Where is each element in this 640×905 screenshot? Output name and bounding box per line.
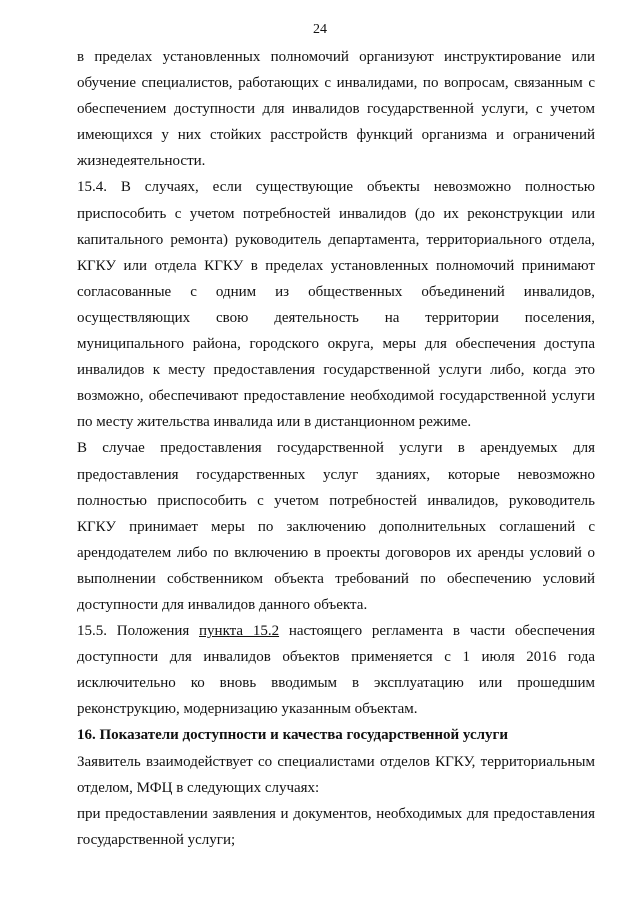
text-line: КГКУ принимает меры по заключению дополнительных соглашений с — [77, 518, 595, 535]
text-line: арендодателем либо по включению в проекты договоров их аренды условий о — [77, 544, 595, 561]
text-line: государственной услуги; — [77, 831, 236, 848]
heading-text: 16. Показатели доступности и качества государственной услуги — [77, 727, 508, 744]
page-number: 24 — [313, 22, 327, 37]
text-line: капитального ремонта) руководитель департамента, территориального отдела, — [77, 231, 595, 248]
text-line: исключительно ко вновь вводимым в эксплуатацию или прошедшим — [77, 675, 595, 692]
text-line: согласованные с одним из общественных объединений инвалидов, — [77, 283, 595, 300]
paragraph-interaction — [77, 749, 595, 801]
text-line: жизнедеятельности. — [77, 153, 206, 170]
text-line: реконструкцию, модернизацию указанным объектам. — [77, 701, 418, 718]
text-line: при предоставлении заявления и документов, необходимых для предоставления — [77, 805, 595, 822]
text-line: осуществляющих свою деятельность на территории поселения, — [77, 309, 595, 326]
text-line: имеющихся у них стойких расстройств функций организма и ограничений — [77, 127, 595, 144]
text-line: отделом, МФЦ в следующих случаях: — [77, 779, 320, 796]
text-line: В случае предоставления государственной услуги в арендуемых для — [77, 440, 595, 457]
text-line: приспособить с учетом потребностей инвалидов (до их реконструкции или — [77, 205, 595, 222]
paragraph-rented-buildings — [77, 435, 595, 618]
text-line: инвалидов к месту предоставления государственной услуги либо, когда это — [77, 362, 595, 379]
paragraph-15-5 — [77, 618, 595, 722]
text-line: КГКУ или отдела КГКУ в пределах установленных полномочий принимают — [77, 257, 595, 274]
paragraph-instruction — [77, 44, 595, 174]
text-line: обеспечением доступности для инвалидов государственной услуги, с учетом — [77, 101, 595, 118]
text-line: предоставления государственных услуг зданиях, которые невозможно — [77, 466, 595, 483]
text-line: полностью приспособить с учетом потребностей инвалидов, руководитель — [77, 492, 595, 509]
text-line: в пределах установленных полномочий организуют инструктирование или — [77, 49, 595, 65]
text-line: по месту жительства инвалида или в дистанционном режиме. — [77, 414, 472, 431]
section-heading — [77, 722, 595, 748]
text-line: 15.4. В случаях, если существующие объекты невозможно полностью — [77, 179, 595, 196]
text-line: доступности для инвалидов объектов применяется с 1 июля 2016 года — [77, 649, 595, 666]
paragraph-15-4 — [77, 174, 595, 435]
text-fragment: настоящего регламента в части обеспечения — [288, 623, 596, 640]
text-line: обучение специалистов, работающих с инвалидами, по вопросам, связанным с — [77, 75, 595, 92]
text-line: выполнении собственником объекта требований по обеспечению условий — [77, 570, 595, 587]
document-body — [77, 44, 595, 853]
paragraph-submission — [77, 801, 595, 853]
clause-link[interactable]: пункта 15.2 — [199, 623, 280, 640]
text-line: доступности для инвалидов данного объекта. — [77, 596, 368, 613]
text-line: Заявитель взаимодействует со специалистами отделов КГКУ, территориальным — [77, 753, 595, 770]
text-line: возможно, обеспечивают предоставление необходимой государственной услуги — [77, 388, 595, 405]
text-line — [77, 618, 595, 644]
text-line: муниципального района, городского округа, меры для обеспечения доступа — [77, 336, 595, 353]
text-fragment: 15.5. Положения — [77, 623, 190, 640]
